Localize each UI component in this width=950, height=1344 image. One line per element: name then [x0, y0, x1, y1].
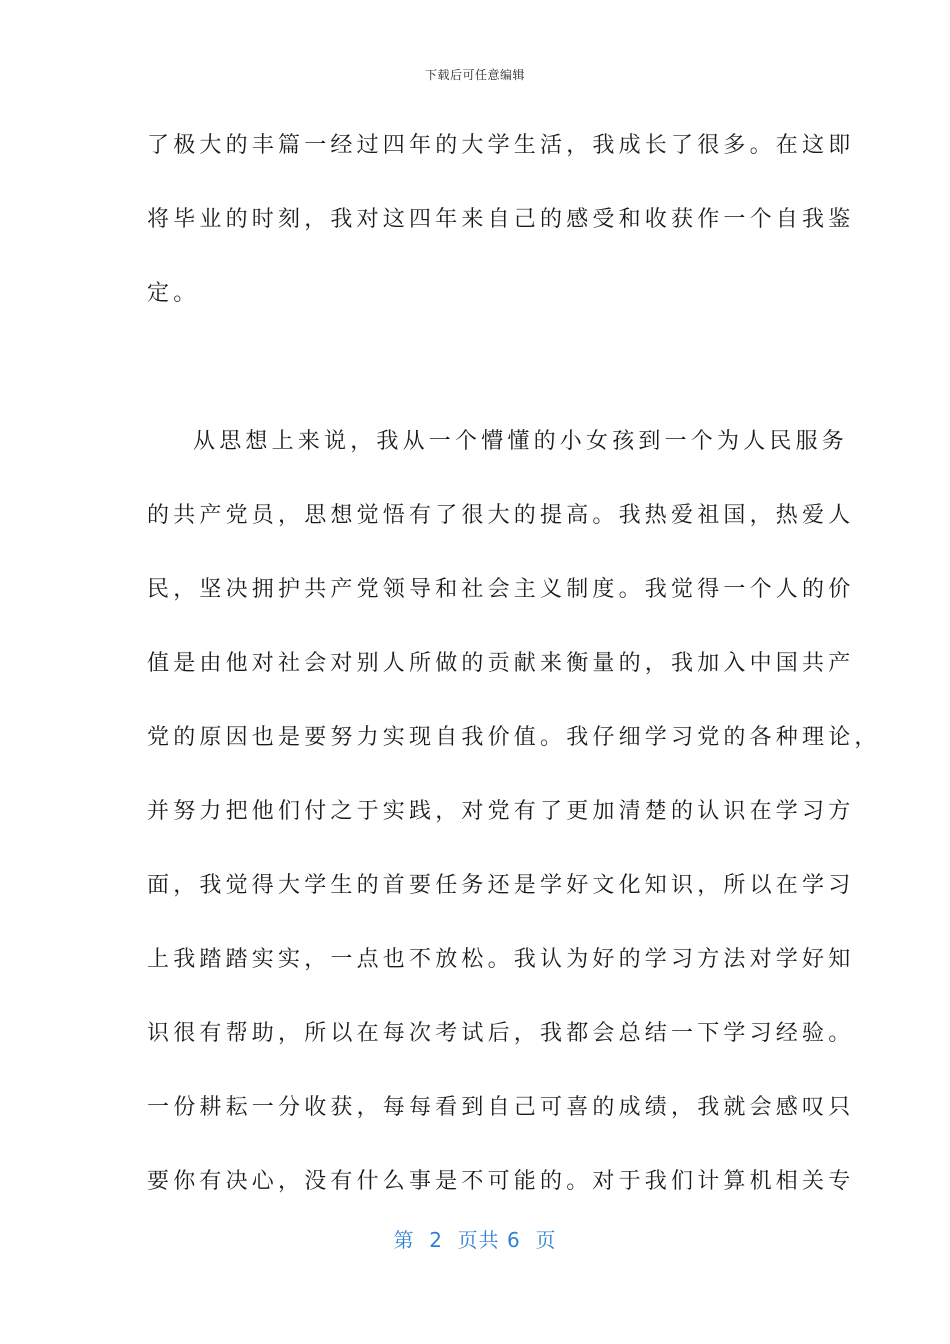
text-line: 民，坚决拥护共产党领导和社会主义制度。我觉得一个人的价	[147, 577, 855, 602]
text-line: 一份耕耘一分收获，每每看到自己可喜的成绩，我就会感叹只	[147, 1095, 855, 1120]
text-line: 了极大的丰篇一经过四年的大学生活，我成长了很多。在这即	[147, 133, 855, 158]
text-line: 值是由他对社会对别人所做的贡献来衡量的，我加入中国共产	[147, 651, 855, 676]
document-body	[147, 116, 881, 1226]
text-line: 的共产党员，思想觉悟有了很大的提高。我热爱祖国，热爱人	[147, 503, 855, 528]
paragraph-gap	[147, 338, 807, 412]
paragraph-first-line: 从思想上来说，我从一个懵懂的小女孩到一个为人民服务	[193, 429, 849, 454]
text-line: 上我踏踏实实，一点也不放松。我认为好的学习方法对学好知	[147, 947, 855, 972]
text-line: 面，我觉得大学生的首要任务还是学好文化知识，所以在学习	[147, 873, 855, 898]
text-line: 要你有决心，没有什么事是不可能的。对于我们计算机相关专	[147, 1169, 855, 1194]
page-number-footer: 第 2 页共 6 页	[393, 1228, 557, 1252]
text-line: 识很有帮助，所以在每次考试后，我都会总结一下学习经验。	[147, 1021, 855, 1046]
text-line: 将毕业的时刻，我对这四年来自己的感受和收获作一个自我鉴	[147, 207, 855, 232]
text-line: 并努力把他们付之于实践，对党有了更加清楚的认识在学习方	[147, 799, 855, 824]
text-line: 党的原因也是要努力实现自我价值。我仔细学习党的各种理论，	[147, 725, 881, 750]
page-header-note: 下载后可任意编辑	[424, 68, 525, 82]
text-line: 定。	[147, 281, 200, 306]
